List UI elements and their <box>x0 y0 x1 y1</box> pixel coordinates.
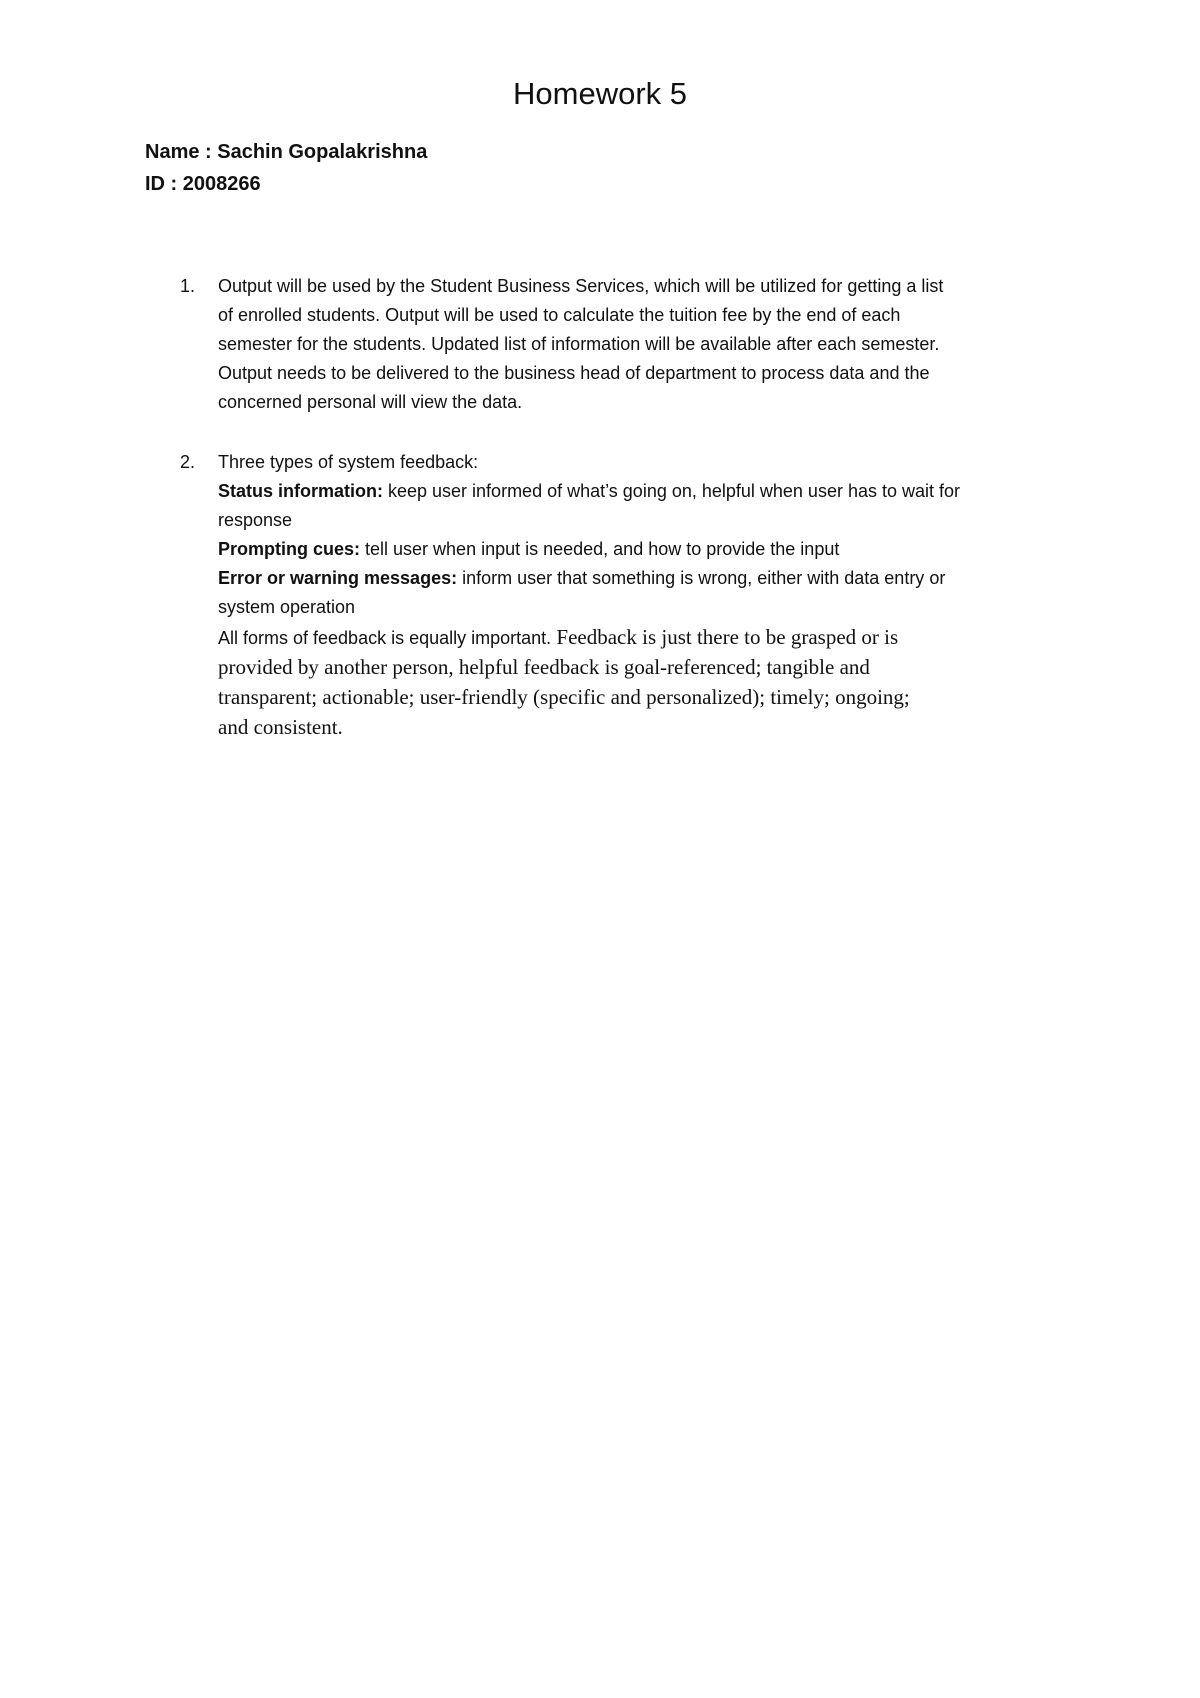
closing-line: provided by another person, helpful feedback is goal-referenced; tangible and <box>218 655 870 679</box>
list-item-number: 1. <box>180 276 196 296</box>
feedback-term: Status information: <box>218 481 383 501</box>
paragraph-line: of enrolled students. Output will be used to calculate the tuition fee by the end of each <box>218 305 901 325</box>
feedback-prompting <box>218 535 1078 564</box>
feedback-intro: Three types of system feedback: <box>218 452 479 472</box>
paragraph-line: concerned personal will view the data. <box>218 392 523 412</box>
list-item-body <box>218 448 1078 742</box>
paragraph-line: Output will be used by the Student Business Services, which will be utilized for getting a list <box>218 276 944 296</box>
feedback-term: Error or warning messages: <box>218 568 458 588</box>
feedback-status-cont: response <box>218 510 293 530</box>
feedback-text: inform user that something is wrong, either with data entry or <box>457 568 946 588</box>
student-name: Name : Sachin Gopalakrishna <box>145 141 428 163</box>
feedback-status <box>218 477 1078 506</box>
paragraph-line: Output needs to be delivered to the business head of department to process data and the <box>218 363 930 383</box>
student-id: ID : 2008266 <box>145 173 261 195</box>
student-info <box>145 136 427 200</box>
feedback-text: tell user when input is needed, and how to provide the input <box>360 539 840 559</box>
closing-line: transparent; actionable; user-friendly (specific and personalized); timely; ongoing; <box>218 685 910 709</box>
document-title: Homework 5 <box>513 76 687 111</box>
closing-line: and consistent. <box>218 715 343 739</box>
closing-sans: All forms of feedback is equally important. <box>218 628 552 648</box>
feedback-error <box>218 564 1078 593</box>
paragraph-line: semester for the students. Updated list of information will be available after each semester. <box>218 334 940 354</box>
closing-serif: Feedback is just there to be grasped or is <box>551 625 899 649</box>
feedback-text: keep user informed of what’s going on, helpful when user has to wait for <box>383 481 961 501</box>
feedback-error-cont: system operation <box>218 597 356 617</box>
closing-line <box>218 622 1078 652</box>
list-item-body <box>218 272 1078 417</box>
feedback-term: Prompting cues: <box>218 539 361 559</box>
list-item-number: 2. <box>180 452 196 472</box>
